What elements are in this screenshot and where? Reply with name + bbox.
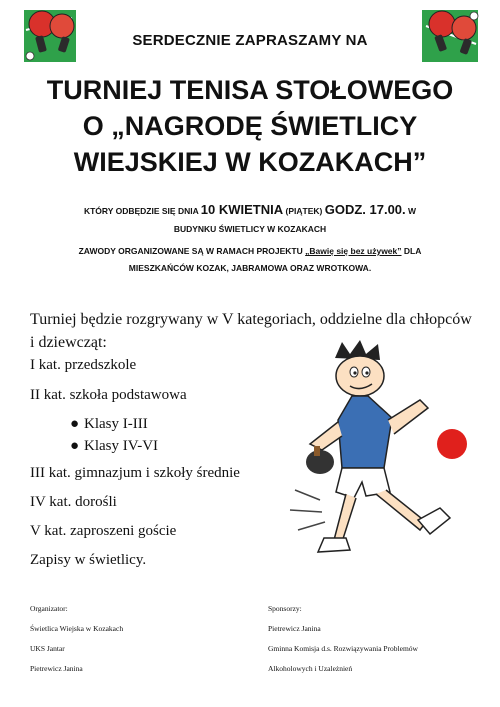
event-details bbox=[20, 201, 480, 238]
list-item bbox=[70, 416, 148, 433]
event-place: BUDYNKU ŚWIETLICY W KOZAKACH bbox=[173, 224, 327, 234]
sponsor-item: Gminna Komisja d.s. Rozwiązywania Problemów bbox=[268, 644, 418, 653]
bullet-icon: ● bbox=[70, 416, 80, 432]
sponsor-item: Alkoholowych i Uzależnień bbox=[268, 664, 353, 673]
tournament-title bbox=[0, 72, 500, 180]
sponsor-item: Pietrewicz Janina bbox=[268, 624, 321, 633]
organizer-label: Organizator: bbox=[30, 604, 68, 613]
category-1: I kat. przedszkole bbox=[30, 357, 137, 373]
list-item-label: Klasy IV-VI bbox=[84, 438, 159, 454]
organizer-item: Świetlica Wiejska w Kozakach bbox=[30, 624, 124, 633]
title-line: TURNIEJ TENISA STOŁOWEGO bbox=[46, 75, 454, 105]
category-2: II kat. szkoła podstawowa bbox=[30, 387, 187, 403]
table-tennis-player-illustration bbox=[280, 340, 490, 590]
event-weekday: (PIĄTEK) bbox=[285, 206, 323, 216]
project-info bbox=[24, 243, 476, 277]
bullet-icon: ● bbox=[70, 438, 80, 454]
list-item bbox=[70, 438, 158, 455]
category-4: IV kat. dorośli bbox=[30, 494, 117, 510]
project-name: „Bawię się bez używek” bbox=[305, 246, 402, 256]
invitation-heading: SERDECZNIE ZAPRASZAMY NA bbox=[132, 32, 368, 49]
organizer-item: UKS Jantar bbox=[30, 644, 65, 653]
category-3: III kat. gimnazjum i szkoły średnie bbox=[30, 465, 240, 481]
project-prefix: ZAWODY ORGANIZOWANE SĄ W RAMACH PROJEKTU bbox=[78, 246, 303, 256]
project-audience: MIESZKAŃCÓW KOZAK, JABRAMOWA ORAZ WROTKOWA. bbox=[128, 263, 372, 273]
category-5: V kat. zaproszeni goście bbox=[30, 523, 177, 539]
title-line: O „NAGRODĘ ŚWIETLICY bbox=[82, 111, 418, 141]
sponsors-label: Sponsorzy: bbox=[268, 604, 302, 613]
title-line: WIEJSKIEJ W KOZAKACH” bbox=[73, 147, 427, 177]
event-date: 10 KWIETNIA bbox=[200, 202, 284, 217]
place-prefix: W bbox=[408, 206, 417, 216]
list-item-label: Klasy I-III bbox=[84, 416, 148, 432]
organizer-item: Pietrewicz Janina bbox=[30, 664, 83, 673]
details-prefix: KTÓRY ODBĘDZIE SIĘ DNIA bbox=[83, 206, 199, 216]
intro-text: Turniej będzie rozgrywany w V kategoriach, oddzielne dla chłopców i dziewcząt: bbox=[30, 311, 472, 351]
event-time: GODZ. 17.00. bbox=[324, 202, 406, 217]
signup-note: Zapisy w świetlicy. bbox=[30, 552, 147, 568]
project-suffix: DLA bbox=[403, 246, 422, 256]
